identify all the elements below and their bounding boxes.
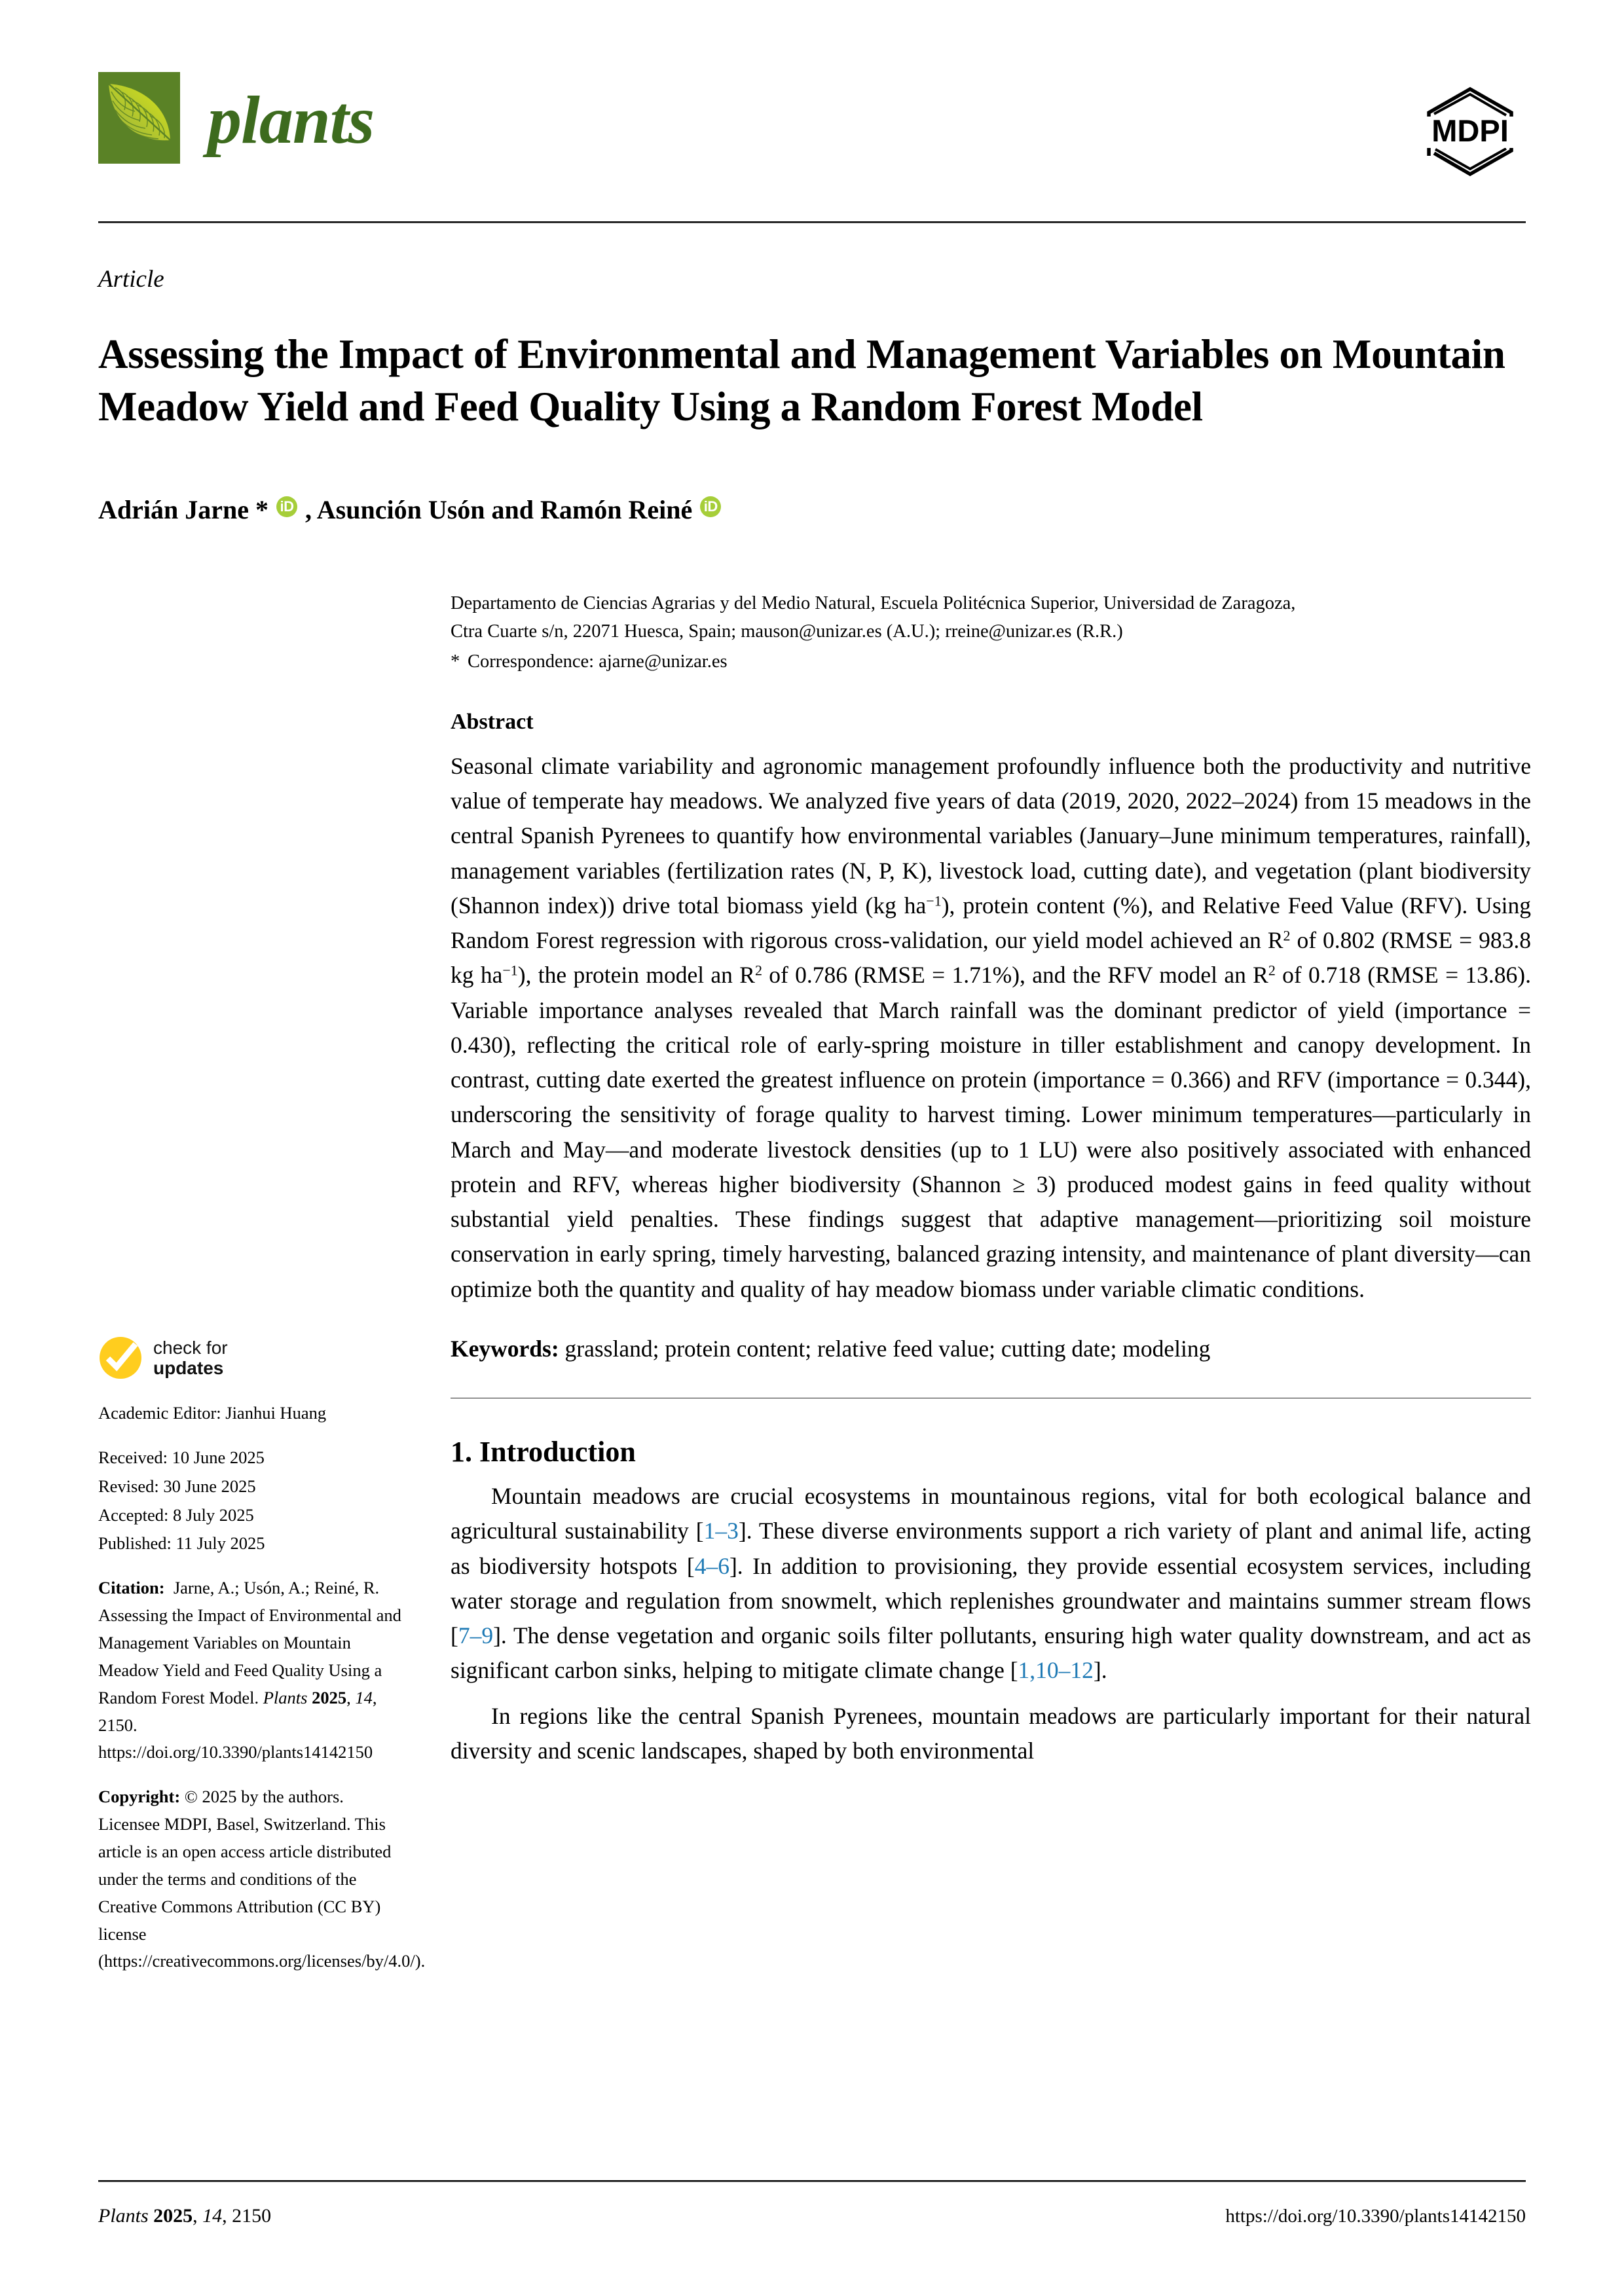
abstract-text: Seasonal climate variability and agronomic management profoundly influence both the productivity and nutritive value of temperate hay meadows. We analyzed five years of data (2019, 2020, 2022–2024) from 15 meadows in the central Spanish Pyrenees to quantify how environmental variables (January–June minimum temperatures, rainfall), management variables (fertilization rates (N, P, K), livestock load, cutting date), and vegetation (plant biodiversity (Shannon index)) drive total biomass yield (kg $ha^{-1}$), protein content (%), and Relative Feed Value (RFV). Using Random Forest regression with rigorous cross-validation, our yield model achieved an $R^2$ of 0.802 (RMSE = 983.8 kg $ha^{-1}$), the protein model an $R^2$ of 0.786 (RMSE = 1.71%), and the RFV model an $R^2$ of 0.718 (RMSE = 13.86). Variable importance analyses revealed that March rainfall was the dominant predictor of yield (importance = 0.430), reflecting the critical role of early-spring moisture in tiller establishment and canopy development. In contrast, cutting date exerted the greatest influence on protein (importance = 0.366) and RFV (importance = 0.344), underscoring the sensitivity of forage quality to harvest timing. Lower minimum temperatures—particularly in March and May—and moderate livestock densities (up to 1 LU) were also positively associated with enhanced protein and RFV, whereas higher biodiversity (Shannon ≥ 3) produced modest gains in feed quality without substantial yield penalties. These findings suggest that adaptive management—prioritizing soil moisture conservation in early spring, timely harvesting, balanced grazing intensity, and maintenance of plant diversity—can optimize both the quantity and quality of hay meadow biomass under variable climatic conditions. — [451, 752, 1531, 1302]
academic-editor: Academic Editor: Jianhui Huang — [98, 1403, 327, 1423]
orcid-icon-2[interactable]: iD — [700, 496, 721, 517]
intro-paragraph-2: In regions like the central Spanish Pyrenees, mountain meadows are particularly important for their natural diversity and scenic landscapes, shaped by both environmental — [451, 1702, 1531, 1764]
leaf-icon — [98, 72, 180, 164]
section-heading-introduction: 1. Introduction — [451, 1436, 636, 1468]
affiliation-line-2: Ctra Cuarte s/n, 22071 Huesca, Spain; mauson@unizar.es (A.U.); rreine@unizar.es (R.R.) — [451, 621, 1123, 642]
abstract-sup-1: −1 — [926, 892, 942, 909]
copyright-text: © 2025 by the authors. Licensee MDPI, Basel, Switzerland. This article is an open access article distributed under the terms and conditions of the Creative Commons Attribution (CC BY) license (https://creativecommons.org/licenses/by/4.0/). — [98, 1787, 426, 1971]
footer-year: 2025 — [153, 2205, 193, 2227]
abstract-sup-5: 2 — [1268, 962, 1276, 979]
footer-divider — [98, 2180, 1526, 2182]
footer-citation: Plants 2025, 14, 2150 — [98, 2205, 272, 2227]
citation-block: Citation: Jarne, A.; Usón, A.; Reiné, R. Assessing the Impact of Environmental and Management Variables on Mountain Meadow Yield and Feed Quality Using a Random Forest Model. Plants 2025, 14, 2150. https://doi.org/10.3390/plants14142150 — [98, 1578, 401, 1762]
sidebar — [98, 1336, 426, 1992]
journal-logo — [98, 72, 374, 164]
cfu-line-1: check for — [153, 1337, 228, 1358]
footer-doi[interactable]: https://doi.org/10.3390/plants14142150 — [1225, 2206, 1526, 2227]
date-published: Published: 11 July 2025 — [98, 1533, 265, 1554]
orcid-icon-1[interactable]: iD — [276, 496, 297, 517]
citation-year: 2025 — [312, 1687, 347, 1707]
header-divider — [98, 221, 1526, 223]
date-accepted: Accepted: 8 July 2025 — [98, 1504, 254, 1525]
main-column — [451, 589, 1531, 1768]
footer-pages: 2150 — [232, 2205, 272, 2227]
check-for-updates-text — [153, 1338, 228, 1379]
check-for-updates-badge[interactable] — [98, 1336, 406, 1380]
keywords-values: grassland; protein content; relative feed value; cutting date; modeling — [564, 1335, 1211, 1362]
footer-volume: 14 — [202, 2205, 223, 2227]
page-title: Assessing the Impact of Environmental and Management Variables on Mountain Meadow Yield and Feed Quality Using a Random Forest Model — [98, 331, 1505, 429]
article-type-label: Article — [98, 266, 164, 293]
mdpi-logo-icon — [1414, 82, 1526, 181]
correspondence-star: * — [451, 651, 460, 672]
date-received: Received: 10 June 2025 — [98, 1447, 265, 1467]
abstract-sup-2: 2 — [1283, 927, 1291, 944]
citation-label: Citation: — [98, 1578, 165, 1598]
footer-journal: Plants — [98, 2205, 149, 2227]
affiliation-block — [451, 589, 1531, 676]
checkmark-icon — [98, 1336, 143, 1380]
author-name-1: Adrián Jarne * — [98, 495, 268, 524]
keywords-block — [451, 1332, 1531, 1366]
page-footer — [98, 2205, 1526, 2227]
citation-text: Jarne, A.; Usón, A.; Reiné, R. Assessing the Impact of Environmental and Management Variables on Mountain Meadow Yield and Feed Quality Using a Random Forest Model. — [98, 1578, 401, 1707]
affiliation-line-1: Departamento de Ciencias Agrarias y del Medio Natural, Escuela Politécnica Superior, Universidad de Zaragoza, — [451, 593, 1296, 613]
citation-doi[interactable]: https://doi.org/10.3390/plants14142150 — [98, 1742, 373, 1762]
author-list — [98, 494, 1532, 525]
citation-pages: 2150. — [98, 1715, 138, 1735]
journal-title: plants — [208, 82, 375, 158]
correspondence — [451, 647, 1531, 676]
intro-paragraph-1: Mountain meadows are crucial ecosystems in mountainous regions, vital for both ecological balance and agricultural sustainability [1–3]. These diverse environments support a rich variety of plant and animal life, acting as biodiversity hotspots [4–6]. In addition to provisioning, they provide essential ecosystem services, including water storage and regulation from snowmelt, which replenishes groundwater and maintains summer stream flows [7–9]. The dense vegetation and organic soils filter pollutants, ensuring high water quality downstream, and act as significant carbon sinks, helping to mitigate climate change [1,10–12]. — [451, 1483, 1531, 1684]
copyright-label: Copyright: — [98, 1787, 181, 1807]
citation-ref-3[interactable]: 7–9 — [458, 1622, 494, 1649]
citation-ref-1[interactable]: 1–3 — [703, 1518, 739, 1544]
svg-text:MDPI: MDPI — [1431, 113, 1509, 148]
citation-volume: 14 — [355, 1687, 373, 1707]
copyright-block — [98, 1783, 426, 1975]
citation-ref-2[interactable]: 4–6 — [694, 1552, 729, 1579]
citation-journal: Plants — [263, 1687, 308, 1707]
abstract-heading: Abstract — [451, 709, 534, 734]
date-revised: Revised: 30 June 2025 — [98, 1476, 256, 1496]
abstract-sup-4: 2 — [754, 962, 762, 979]
author-names-rest: , Asunción Usón and Ramón Reiné — [305, 495, 693, 524]
citation-ref-4[interactable]: 1,10–12 — [1018, 1657, 1094, 1684]
abstract-sup-3: −1 — [502, 962, 518, 979]
keywords-label: Keywords: — [451, 1335, 559, 1362]
correspondence-text: Correspondence: ajarne@unizar.es — [468, 651, 728, 672]
cfu-line-2: updates — [153, 1358, 224, 1378]
page-header — [98, 72, 1526, 196]
publication-dates — [98, 1444, 406, 1558]
